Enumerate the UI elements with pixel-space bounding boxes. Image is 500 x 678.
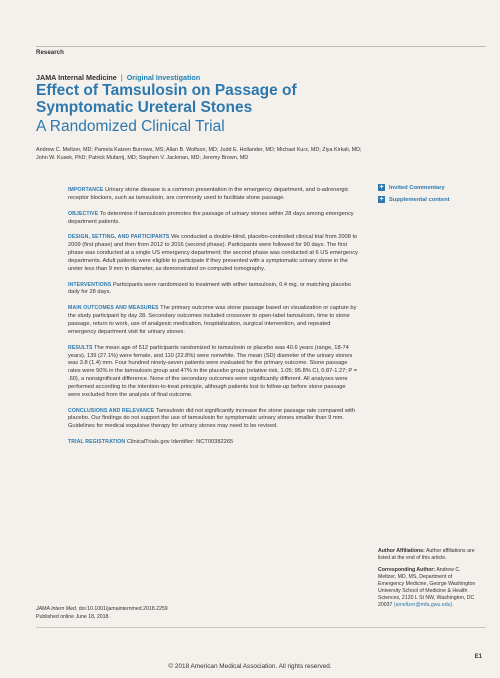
abstract-heading: MAIN OUTCOMES AND MEASURES [68, 305, 159, 312]
abstract [68, 187, 358, 455]
abstract-section [68, 211, 358, 227]
abstract-heading: IMPORTANCE [68, 187, 104, 193]
copyright-notice: © 2018 American Medical Association. All rights reserved. [168, 663, 332, 670]
journal-name: JAMA Internal Medicine [36, 73, 117, 82]
invited-commentary-link[interactable] [378, 184, 450, 191]
abstract-section [68, 282, 358, 298]
plus-icon: + [379, 184, 384, 191]
affiliations-text: Author affiliations are listed at the end of this article. [378, 548, 475, 561]
corresponding-text: Andrew C. Meltzer, MD, MS, Department of Emergency Medicine, George Washington University School of Medicine & Health Sciences, 2120 L St NW, Washington, DC 20037 [378, 567, 476, 608]
author-affiliations [378, 548, 478, 609]
journal-separator: | [120, 73, 123, 82]
abstract-text: Tamsulosin did not significantly increase the stone passage rate compared with placebo. Our findings do not support the use of tamsulosin for symptomatic urinary stones smaller than 9 mm. Guidelines for medical expulsive therapy for urinary stones may need to be revised. [68, 407, 356, 430]
article-subtitle: A Randomized Clinical Trial [36, 118, 225, 135]
abstract-section [68, 439, 358, 447]
abstract-section [68, 345, 358, 400]
abstract-heading: CONCLUSIONS AND RELEVANCE [68, 407, 155, 414]
abstract-section [68, 187, 358, 203]
footer-rule [36, 627, 486, 628]
abstract-heading: INTERVENTIONS [68, 281, 112, 288]
abstract-heading: RESULTS [68, 344, 93, 351]
corresponding-label: Corresponding Author: [378, 567, 436, 573]
article-type: Original Investigation [126, 73, 201, 82]
abstract-text: To determine if tamsulosin promotes the passage of urinary stones within 28 days among emergency department patients. [68, 210, 354, 225]
abstract-text: We conducted a double-blind, placebo-controlled clinical trial from 2008 to 2009 (first phase) and then from 2012 to 2016 (second phase). Participants were followed for 90 days. The first phase was conducted at a single US emergency department; the second phase was conducted at 6 US emergency departments. Adult patients were eligible to participate if they presented with a symptomatic urinary stone in the ureter less than 9 mm in diameter, as demonstrated on computed tomography. [68, 234, 358, 272]
citation [36, 606, 168, 621]
abstract-text: Urinary stone disease is a common presentation in the emergency department, and α-adrenergic receptor blockers, such as tamsulosin, are commonly used to facilitate stone passage. [68, 187, 349, 201]
article-title: Effect of Tamsulosin on Passage of Symptomatic Ureteral Stones [36, 82, 297, 116]
abstract-heading: TRIAL REGISTRATION [68, 439, 126, 446]
side-links [378, 184, 450, 208]
header-rule [36, 46, 486, 47]
abstract-heading: DESIGN, SETTING, AND PARTICIPANTS [68, 234, 170, 241]
corresponding-author [378, 567, 478, 609]
abstract-section [68, 305, 358, 336]
plus-icon: + [379, 196, 384, 203]
section-label: Research [36, 49, 64, 56]
supplemental-content-link[interactable] [378, 196, 450, 203]
affiliations-label: Author Affiliations: [378, 548, 425, 554]
abstract-text: Participants were randomized to treatment with either tamsulosin, 0.4 mg, or matching placebo daily for 28 days. [68, 281, 351, 296]
abstract-section [68, 408, 358, 432]
trial-registration-text[interactable]: ClinicalTrials.gov Identifier: NCT00382265 [126, 439, 234, 446]
journal-abbrev: JAMA Intern Med. [36, 606, 78, 612]
side-link-label: Invited Commentary [389, 184, 445, 191]
citation-line [36, 606, 168, 614]
published-date: Published online June 18, 2018. [36, 613, 110, 620]
abstract-section [68, 234, 358, 273]
side-link-label: Supplemental content [389, 196, 450, 203]
doi[interactable]: doi:10.1001/jamainternmed.2018.2259 [78, 606, 168, 612]
abstract-text: The primary outcome was stone passage based on visualization or capture by the study participant by day 28. Secondary outcomes included crossover to open-label tamsulosin, time to stone passage, return to work, use of analgesic medication, hospitalization, surgical intervention, and repeated emergency department visit for urinary stones. [68, 305, 357, 335]
page-number: E1 [474, 654, 482, 660]
corresponding-email[interactable]: (ameltzer@mfa.gwu.edu). [393, 602, 454, 608]
abstract-heading: OBJECTIVE [68, 210, 99, 217]
abstract-text: The mean age of 512 participants randomized to tamsulosin or placebo was 40.6 years (range, 18-74 years), 139 (27.1%) were female, and 110 (22.8%) were nonwhite. The mean (SD) diameter of the urinary stones was 3.8 (1.4) mm. Four hundred ninety-seven patients were evaluated for the primary outcome. Stone passage rates were 50% in the tamsulosin group and 47% in the placebo group (relative risk, 1.05; 95.8% CI, 0.87-1.27; P = .60), a nonsignificant difference. None of the secondary outcomes were significantly different. All analyses were performed according to the intention-to-treat principle, although patients lost to follow-up before stone passage were excluded from the analysis of final outcome. [68, 344, 358, 398]
journal-line [36, 73, 200, 82]
author-list: Andrew C. Meltzer, MD; Pamela Katzen Burrows, MS; Allan B. Wolfson, MD; Judd E. Hollander, MD; Michael Kurz, MD; Ziya Kirkali, MD; John W. Kusek, PhD; Patrick Mufarrij, MD; Stephen V. Jackman, MD; Jeremy Brown, MD [36, 147, 362, 161]
affiliations-note [378, 548, 478, 562]
